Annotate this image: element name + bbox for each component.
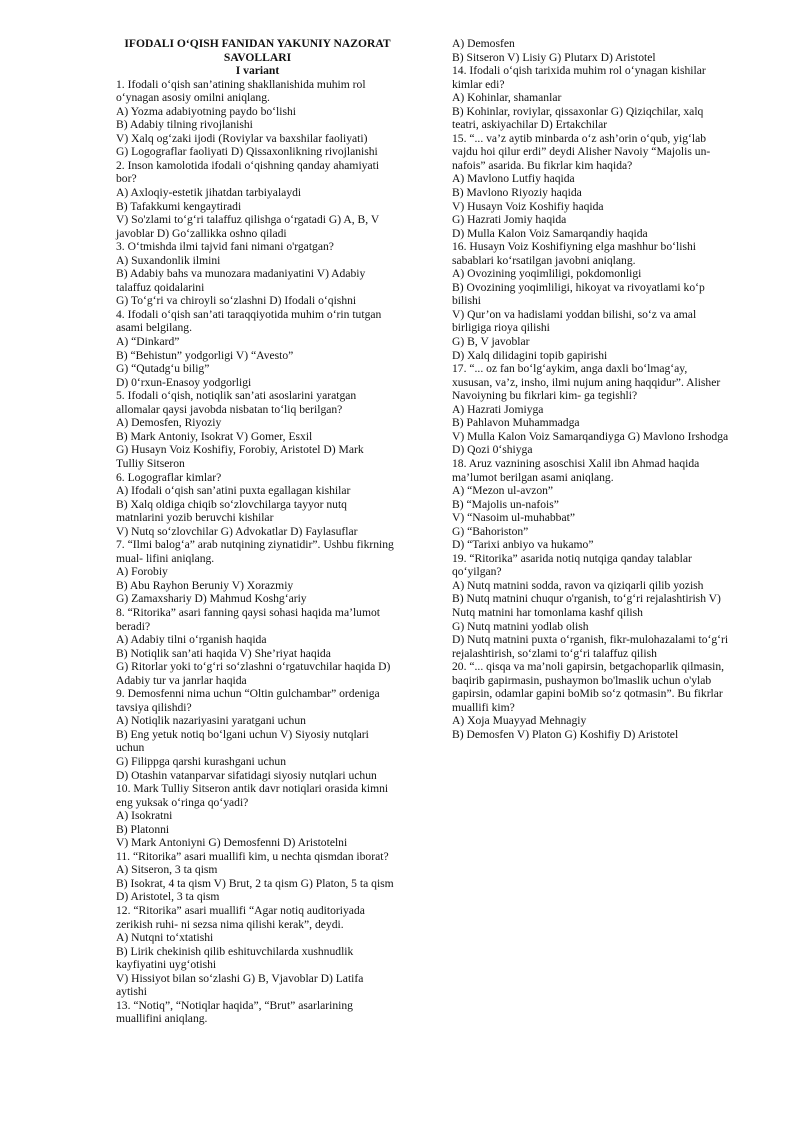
text-line: teatri, askiyachilar D) Ertakchilar xyxy=(452,118,608,132)
text-line: B) “Majolis un-nafois” xyxy=(452,497,559,511)
text-line: A) “Mezon ul-avzon” xyxy=(452,484,554,498)
text-line: 5. Ifodali o‘qish, notiqlik san’ati asoslarini yaratgan xyxy=(116,389,357,403)
text-line: V) Xalq og‘zaki ijodi (Roviylar va baxshilar faoliyati) xyxy=(116,131,368,145)
text-line: 14. Ifodali o‘qish tarixida muhim rol o‘ynagan kishilar xyxy=(452,64,706,78)
text-line: A) Forobiy xyxy=(116,565,168,579)
text-line: G) “Bahoriston” xyxy=(452,524,529,538)
document-title xyxy=(116,37,399,78)
text-line: D) Aristotel, 3 ta qism xyxy=(116,890,220,904)
text-line: V) Nutq so‘zlovchilar G) Advokatlar D) Faylasuflar xyxy=(116,524,358,538)
text-line: B) Tafakkumi kengaytiradi xyxy=(116,199,242,213)
text-line: nafois” asarida. Bu fikrlar kim haqida? xyxy=(452,158,633,172)
left-question-list xyxy=(116,78,399,1026)
text-line: beradi? xyxy=(116,619,151,633)
text-line: G) B, V javoblar xyxy=(452,335,530,349)
text-line: 6. Logograflar kimlar? xyxy=(116,470,222,484)
text-line: 2. Inson kamolotida ifodali o‘qishning qanday ahamiyati xyxy=(116,158,380,172)
text-line: A) Kohinlar, shamanlar xyxy=(452,91,562,105)
text-line: muallifini aniqlang. xyxy=(116,1012,208,1026)
text-line: G) To‘g‘ri va chiroyli so‘zlashni D) Ifodali o‘qishni xyxy=(116,294,357,308)
text-line: javoblar D) Go‘zallikka oshno qiladi xyxy=(116,226,287,240)
text-line: B) Xalq oldiga chiqib so‘zlovchilarga tayyor nutq xyxy=(116,497,347,511)
text-line: birligiga rioya qilishi xyxy=(452,321,550,335)
text-line: D) Nutq matnini puxta o‘rganish, fikr-mulohazalami to‘g‘ri xyxy=(452,633,729,647)
text-line: bilishi xyxy=(452,294,481,308)
text-line: 10. Mark Tulliy Sitseron antik davr notiqlari orasida kimni xyxy=(116,782,389,796)
text-line: 4. Ifodali o‘qish san’ati taraqqiyotida muhim o‘rin tutgan xyxy=(116,307,382,321)
text-line: A) Suxandonlik ilmini xyxy=(116,253,221,267)
text-line: 20. “... qisqa va ma’noli gapirsin, betgachoparlik qilmasin, xyxy=(452,660,725,674)
text-line: qo‘yilgan? xyxy=(452,565,502,579)
right-question-list xyxy=(452,37,742,741)
text-line: rejalashtirish, so‘zlami to‘g‘ri talaffuz qilish xyxy=(452,646,657,660)
text-line: A) Adabiy tilni o‘rganish haqida xyxy=(116,633,267,647)
text-line: B) Mark Antoniy, Isokrat V) Gomer, Esxil xyxy=(116,429,313,443)
text-line: 11. “Ritorika” asari muallifi kim, u nechta qismdan iborat? xyxy=(116,849,389,863)
text-line: 8. “Ritorika” asari fanning qaysi sohasi haqida ma’lumot xyxy=(116,605,381,619)
text-line: A) Ifodali o‘qish san’atini puxta egallagan kishilar xyxy=(116,484,351,498)
text-line: A) Sitseron, 3 ta qism xyxy=(116,863,218,877)
text-line: G) Filippga qarshi kurashgani uchun xyxy=(116,754,287,768)
text-line: B) Abu Rayhon Beruniy V) Xorazmiy xyxy=(116,578,294,592)
text-line: A) Axloqiy-estetik jihatdan tarbiyalaydi xyxy=(116,186,302,200)
left-column xyxy=(116,37,399,1026)
text-line: aytishi xyxy=(116,985,147,999)
text-line: B) Pahlavon Muhammadga xyxy=(452,416,580,430)
text-line: 15. “... va’z aytib minbarda o‘z ash’orin o‘qub, yig‘lab xyxy=(452,131,707,145)
text-line: V) So'zlami to‘g‘ri talaffuz qilishga o‘rgatadi G) A, B, V xyxy=(116,213,380,227)
text-line: Tulliy Sitseron xyxy=(116,456,185,470)
text-line: sabablari ko‘rsatilgan javobni aniqlang. xyxy=(452,253,636,267)
text-line: 16. Husayn Voiz Koshifiyning elga mashhur bo‘lishi xyxy=(452,240,696,254)
text-line: 18. Aruz vaznining asoschisi Xalil ibn Ahmad haqida xyxy=(452,456,700,470)
text-line: B) Adabiy bahs va munozara madaniyatini V) Adabiy xyxy=(116,267,366,281)
text-line: A) Hazrati Jomiyga xyxy=(452,402,544,416)
text-line: A) Isokratni xyxy=(116,809,173,823)
text-line: G) Hazrati Jomiy haqida xyxy=(452,213,567,227)
text-line: A) Nutq matnini sodda, ravon va qiziqarli qilib yozish xyxy=(452,578,704,592)
text-line: B) Kohinlar, roviylar, qissaxonlar G) Qiziqchilar, xalq xyxy=(452,104,704,118)
text-line: A) Ovozining yoqimliligi, pokdomonligi xyxy=(452,267,642,281)
text-line: V) Hissiyot bilan so‘zlashi G) B, Vjavoblar D) Latifa xyxy=(116,971,364,985)
text-line: 9. Demosfenni nima uchun “Oltin gulchambar” ordeniga xyxy=(116,687,380,701)
text-line: vajdu hoi qilur erdi” deydi Alisher Navoiy “Majolis un- xyxy=(452,145,711,159)
text-line: 17. “... oz fan bo‘lg‘aykim, anga daxli bo‘lmag‘ay, xyxy=(452,362,688,376)
text-line: eng yuksak o‘ringa qo‘yadi? xyxy=(116,795,249,809)
text-line: V) Qur’on va hadislami yoddan bilishi, so‘z va amal xyxy=(452,307,697,321)
text-line: G) Ritorlar yoki to‘g‘ri so‘zlashni o‘rgatuvchilar haqida D) xyxy=(116,660,391,674)
text-line: B) “Behistun” yodgorligi V) “Avesto” xyxy=(116,348,294,362)
text-line: G) Logograflar faoliyati D) Qissaxonlikning rivojlanishi xyxy=(116,145,378,159)
text-line: matnlarini yozib beruvchi kishilar xyxy=(116,511,274,525)
text-line: A) Yozma adabiyotning paydo bo‘lishi xyxy=(116,104,297,118)
text-line: A) Demosfen xyxy=(452,37,515,50)
text-line: baqirib gapirmasin, pushaymon bo'lmaslik uchun o'ylab xyxy=(452,673,712,687)
text-line: G) Nutq matnini yodlab olish xyxy=(452,619,589,633)
text-line: B) Adabiy tilning rivojlanishi xyxy=(116,118,253,132)
text-line: V) Mulla Kalon Voiz Samarqandiyga G) Mavlono Irshodga xyxy=(452,429,729,443)
text-line: B) Isokrat, 4 ta qism V) Brut, 2 ta qism G) Platon, 5 ta qism xyxy=(116,876,394,890)
text-line: 13. “Notiq”, “Notiqlar haqida”, “Brut” asarlarining xyxy=(116,998,353,1012)
text-line: A) Xoja Muayyad Mehnagiy xyxy=(452,714,587,728)
text-line: V) “Nasoim ul-muhabbat” xyxy=(452,511,575,525)
text-line: D) Otashin vatanparvar sifatidagi siyosiy nutqlari uchun xyxy=(116,768,377,782)
text-line: xususan, va’z, insho, ilmi nujum aning haqqidur”. Alisher xyxy=(452,375,721,389)
text-line: kayfiyatini uyg‘otishi xyxy=(116,958,217,972)
right-column xyxy=(452,37,742,741)
text-line: 3. O‘tmishda ilmi tajvid fani nimani o'rgatgan? xyxy=(116,240,334,254)
text-line: G) Zamaxshariy D) Mahmud Koshg‘ariy xyxy=(116,592,307,606)
text-line: 7. “Ilmi balog‘a” arab nutqining ziynatidir”. Ushbu fikrning xyxy=(116,538,394,552)
text-line: kimlar edi? xyxy=(452,77,505,91)
text-line: A) Nutqni to‘xtatishi xyxy=(116,931,214,945)
text-line: D) Xalq dilidagini topib gapirishi xyxy=(452,348,608,362)
text-line: G) Husayn Voiz Koshifiy, Forobiy, Aristotel D) Mark xyxy=(116,443,364,457)
text-line: bor? xyxy=(116,172,137,186)
title-line: SAVOLLARI xyxy=(223,50,292,64)
text-line: B) Sitseron V) Lisiy G) Plutarx D) Aristotel xyxy=(452,50,656,64)
text-line: B) Mavlono Riyoziy haqida xyxy=(452,186,582,200)
text-line: gapirsin, odamlar gapini boMib so‘z qotmasin”. Bu fikrlar xyxy=(452,687,723,701)
text-line: D) 0‘rxun-Enasoy yodgorligi xyxy=(116,375,252,389)
text-line: A) Demosfen, Riyoziy xyxy=(116,416,222,430)
text-line: B) Ovozining yoqimliligi, hikoyat va rivoyatlami ko‘p xyxy=(452,280,705,294)
text-line: asami belgilang. xyxy=(116,321,192,335)
variant-label: I variant xyxy=(235,64,280,78)
text-line: D) Mulla Kalon Voiz Samarqandiy haqida xyxy=(452,226,648,240)
text-line: Navoiyning bu fikrlari kim- ga tegishli? xyxy=(452,389,638,403)
text-line: uchun xyxy=(116,741,145,755)
text-line: 19. “Ritorika” asarida notiq nutqiga qanday talablar xyxy=(452,551,692,565)
text-line: G) “Qutadg‘u bilig” xyxy=(116,362,210,376)
text-line: talaffuz qoidalarini xyxy=(116,280,205,294)
text-line: B) Demosfen V) Platon G) Koshifiy D) Aristotel xyxy=(452,727,679,741)
text-line: V) Husayn Voiz Koshifiy haqida xyxy=(452,199,604,213)
text-line: B) Lirik chekinish qilib eshituvchilarda xushnudlik xyxy=(116,944,354,958)
text-line: B) Notiqlik san’ati haqida V) She’riyat haqida xyxy=(116,646,331,660)
text-line: mual- lifini aniqlang. xyxy=(116,551,215,565)
text-line: Adabiy tur va janrlar haqida xyxy=(116,673,247,687)
title-line: IFODALI O‘QISH FANIDAN YAKUNIY NAZORAT xyxy=(124,37,391,50)
text-line: B) Platonni xyxy=(116,822,170,836)
text-line: D) Qozi 0‘shiyga xyxy=(452,443,533,457)
text-line: B) Nutq matnini chuqur o'rganish, to‘g‘ri rejalashtirish V) xyxy=(452,592,721,606)
text-line: ma’lumot berilgan asami aniqlang. xyxy=(452,470,614,484)
text-line: muallifi kim? xyxy=(452,700,515,714)
text-line: 12. “Ritorika” asari muallifi “Agar notiq auditoriyada xyxy=(116,904,365,917)
text-line: B) Eng yetuk notiq bo‘lgani uchun V) Siyosiy nutqlari xyxy=(116,727,369,741)
text-line: V) Mark Antoniyni G) Demosfenni D) Aristotelni xyxy=(116,836,348,850)
text-line: allomalar qaysi javobda nisbatan to‘liq berilgan? xyxy=(116,402,343,416)
text-line: tavsiya qilishdi? xyxy=(116,700,192,714)
text-line: A) Mavlono Lutfiy haqida xyxy=(452,172,575,186)
text-line: A) Notiqlik nazariyasini yaratgani uchun xyxy=(116,714,306,728)
text-line: Nutq matnini har tomonlama kashf qilish xyxy=(452,605,643,619)
text-line: A) “Dinkard” xyxy=(116,335,180,349)
text-line: D) “Tarixi anbiyo va hukamo” xyxy=(452,538,594,552)
text-line: 1. Ifodali o‘qish san’atining shakllanishida muhim rol xyxy=(116,77,366,91)
text-line: o‘ynagan asosiy omilni aniqlang. xyxy=(116,91,270,105)
text-line: zerikish ruhi- ni sezsa nima qilishi kerak”, deydi. xyxy=(116,917,344,931)
